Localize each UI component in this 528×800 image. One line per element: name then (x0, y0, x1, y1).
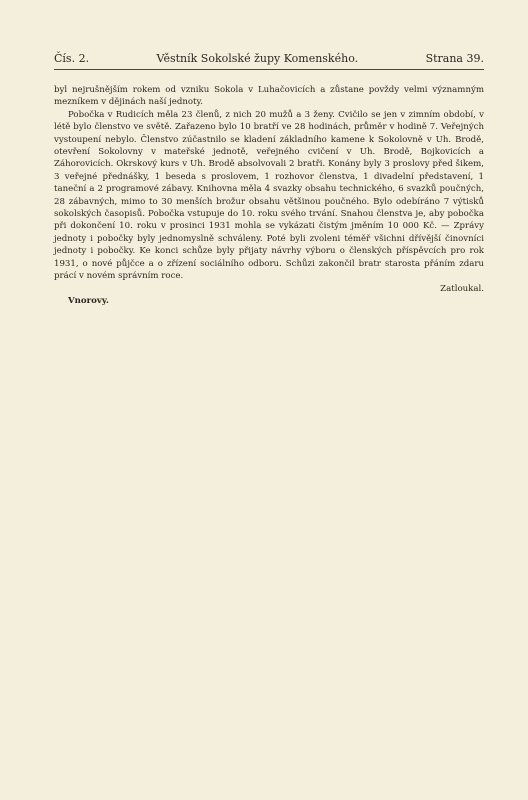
issue-number: Čís. 2. (54, 52, 90, 65)
page-header (54, 52, 484, 70)
section-lead (54, 295, 484, 307)
article-body (54, 84, 484, 307)
paragraph: byl nejrušnějším rokem od vzniku Sokola v Luhačovicích a zůstane povždy velmi významným mezníkem v dějinách naší jednoty. (54, 85, 484, 108)
page-number: Strana 39. (425, 52, 484, 65)
signature: Zatloukal. (440, 283, 484, 294)
section-lead-title: Vnorovy. (68, 295, 109, 306)
paragraph: Pobočka v Rudicích měla 23 členů, z nich 20 mužů a 3 ženy. Cvičilo se jen v zimním období, v létě bylo členstvo ve světě. Zařazeno bylo 10 bratří ve 28 hodinách, průměr v hodině 7. Veřejných vystoupení nebylo. Členstvo zúčastnilo se kladení základního kamene k Sokolovně v Uh. Brodě, otevření Sokolovny v mateřské jednotě, veřejného cvičení v Uh. Brodě, Bojkovicích a Záhorovicích. Okrskový kurs v Uh. Brodě absolvovali 2 bratři. Konány byly 3 proslovy před šikem, 3 veřejné přednášky, 1 beseda s proslovem, 1 rozhovor členstva, 1 divadelní představení, 1 taneční a 2 programové zábavy. Knihovna měla 4 svazky obsahu technického, 6 svazků poučných, 28 zábavných, mimo to 30 menších brožur obsahu většinou poučného. Bylo odebíráno 7 výtisků sokolských časopisů. Pobočka vstupuje do 10. roku svého trvání. Snahou členstva je, aby pobočka při dokončení 10. roku v prosinci 1931 mohla se vykázati čistým jměním 10 000 Kč. — Zprávy jednoty i pobočky byly jednomyslně schváleny. Poté byli zvoleni téměř všichni dřívější činovníci jednoty i pobočky. Ke konci schůze byly přijaty návrhy výboru o členských příspěvcích pro rok 1931, o nové půjčce a o zřízení sociálního odboru. Schůzi zakončil bratr starosta přáním zdaru prácí v novém správním roce. (54, 109, 484, 282)
journal-title: Věstník Sokolské župy Komenského. (156, 52, 359, 65)
